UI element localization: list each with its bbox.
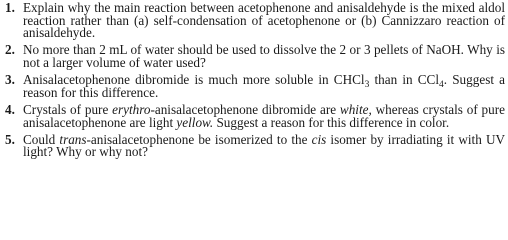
question-number: 4. xyxy=(5,101,15,117)
question-1 xyxy=(5,2,505,40)
question-text: Explain why the main reaction between acetophenone and anisaldehyde is the mixed aldol reaction rather than (a) self-condensation of acetophenone or (b) Cannizzaro reaction of anisaldehyde. xyxy=(23,0,505,41)
question-number: 2. xyxy=(5,42,15,58)
question-5 xyxy=(5,131,505,160)
question-number: 5. xyxy=(5,131,15,147)
question-text: Anisalacetophenone dibromide is much more soluble in CHCl$_3$ than in CCl$_4$. Suggest a reason for this difference. xyxy=(23,72,505,100)
question-list xyxy=(5,2,505,164)
question-text: No more than 2 mL of water should be used to dissolve the 2 or 3 pellets of NaOH. Why is not a larger volume of water used? xyxy=(23,42,505,70)
question-text: Crystals of pure erythro-anisalacetophenone dibromide are white, whereas crystals of pure anisalacetophenone are light yellow. Suggest a reason for this difference in color. xyxy=(23,101,505,130)
question-text: Could trans-anisalacetophenone be isomerized to the cis isomer by irradiating it with UV light? Why or why not? xyxy=(23,131,505,160)
question-number: 3. xyxy=(5,72,15,88)
question-4 xyxy=(5,101,505,130)
question-2 xyxy=(5,44,505,69)
question-3 xyxy=(5,74,505,99)
question-number: 1. xyxy=(5,0,15,15)
